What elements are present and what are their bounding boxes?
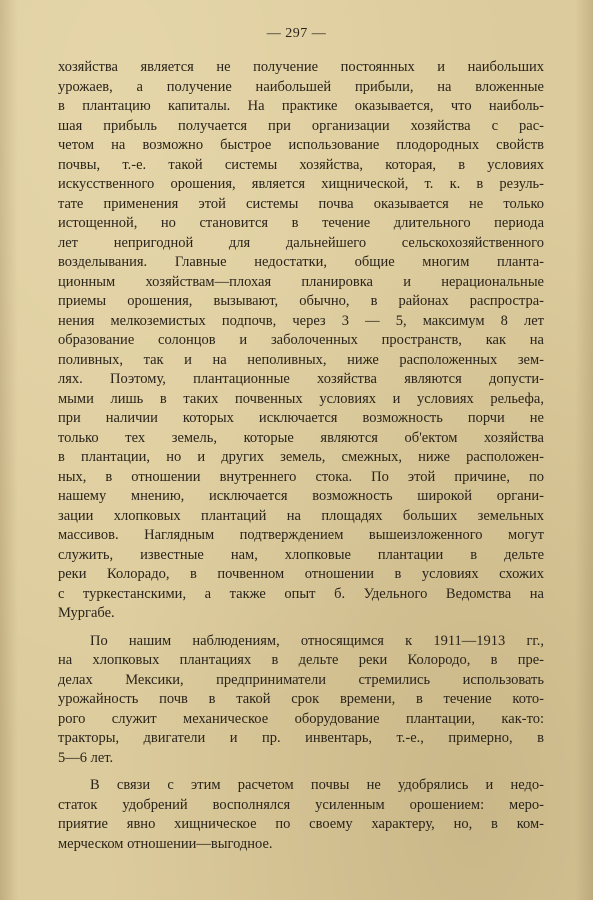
text-line: массивов. Наглядным подтверждением вышеизложенного могут: [58, 527, 544, 543]
text-line: мыми лишь в таких почвенных условиях и условиях рельефа,: [58, 390, 544, 407]
text-line: в плантацию капиталы. На практике оказывается, что наиболь-: [58, 98, 544, 114]
text-line: при наличии которых исключается возможность порчи не: [58, 410, 544, 426]
text-line: тате применения этой системы почва оказывается не только: [58, 195, 544, 212]
text-line: делах Мексики, предприниматели стремились использовать: [58, 671, 544, 688]
text-line: с туркестанскими, а также опыт б. Удельного Ведомства на: [58, 585, 544, 602]
text-line: шая прибыль получается при организации хозяйства с рас-: [58, 117, 544, 134]
text-line: в плантации, но и других земель, смежных, ниже расположен-: [58, 449, 544, 465]
text-line: служить, известные нам, хлопковые плантации в дельте: [58, 546, 544, 563]
text-line: нения мелкоземистых подпочв, через 3 — 5, максимум 8 лет: [58, 312, 544, 329]
text-line: урожаев, а получение наибольшей прибыли, на вложенные: [58, 78, 544, 95]
text-line: четом на возможно быстрое использование плодородных свойств: [58, 137, 544, 153]
text-line: почвы, т.-е. такой системы хозяйства, которая, в условиях: [58, 156, 544, 173]
text-line: лях. Поэтому, плантационные хозяйства являются допусти-: [58, 371, 544, 387]
text-line: истощенной, но становится в течение длительного периода: [58, 215, 544, 231]
text-line: тракторы, двигатели и пр. инвентарь, т.-е., примерно, в: [58, 730, 544, 746]
body-text: [58, 58, 544, 854]
paragraph-2: [58, 632, 544, 769]
text-line: на хлопковых плантациях в дельте реки Колородо, в пре-: [58, 652, 544, 668]
text-line: рого служит механическое оборудование плантации, как-то:: [58, 710, 544, 727]
text-line: образование солонцов и заболоченных пространств, как на: [58, 332, 544, 348]
paragraph-3: [58, 776, 544, 854]
text-line: хозяйства является не получение постоянных и наибольших: [58, 59, 544, 75]
text-line: лет непригодной для дальнейшего сельскохозяйственного: [58, 234, 544, 251]
text-line: Мургабе.: [58, 605, 115, 621]
text-line: В связи с этим расчетом почвы не удобрялись и недо-: [90, 777, 544, 793]
text-line: приемы орошения, вызывают, обычно, в районах распростра-: [58, 293, 544, 309]
paragraph-1: [58, 58, 544, 624]
page-number: — 297 —: [266, 26, 327, 41]
text-line: ционным хозяйствам—плохая планировка и нерациональные: [58, 273, 544, 290]
text-line: статок удобрений восполнялся усиленным орошением: меро-: [58, 796, 544, 813]
text-line: ных, в отношении внутреннего стока. По этой причине, по: [58, 468, 544, 485]
text-line: реки Колорадо, в почвенном отношении в условиях схожих: [58, 566, 544, 582]
text-line: возделывания. Главные недостатки, общие многим планта-: [58, 254, 544, 270]
text-line: приятие явно хищническое по своему характеру, но, в ком-: [58, 816, 544, 832]
text-line: поливных, так и на неполивных, ниже расположенных зем-: [58, 351, 544, 368]
text-line: зации хлопковых плантаций на площадях больших земельных: [58, 507, 544, 524]
text-line: только тех земель, которые являются об'ектом хозяйства: [58, 429, 544, 446]
text-line: искусственного орошения, является хищнической, т. к. в резуль-: [58, 176, 544, 192]
text-line: 5—6 лет.: [58, 749, 114, 766]
text-line: По нашим наблюдениям, относящимся к 1911—1913 гг.,: [90, 632, 544, 649]
text-line: мерческом отношении—выгодное.: [58, 835, 273, 852]
text-line: урожайность почв в такой срок времени, в течение кото-: [58, 691, 544, 707]
text-line: нашему мнению, исключается возможность широкой органи-: [58, 488, 544, 504]
